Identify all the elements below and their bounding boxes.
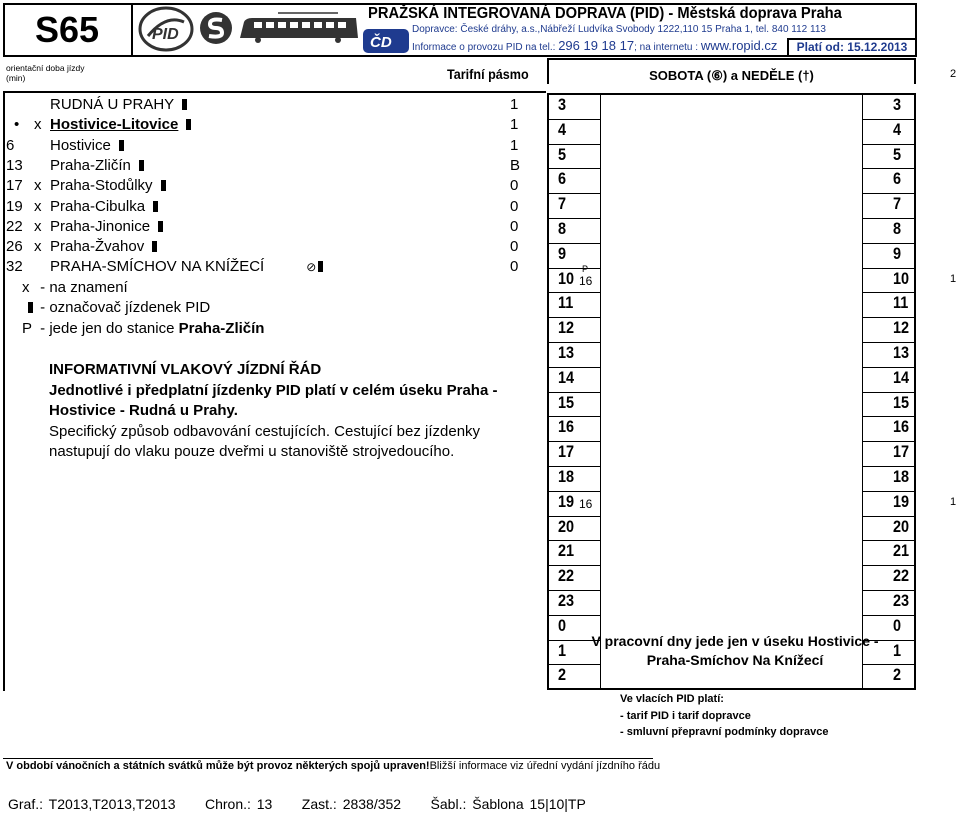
hour-separator-right — [862, 416, 914, 417]
hour-separator-right — [862, 565, 914, 566]
hour-label-right: 19 — [893, 491, 910, 511]
hour-label-right: 22 — [893, 566, 910, 586]
station-bullet: • — [14, 116, 20, 134]
station-name-text: Praha-Zličín — [50, 156, 131, 174]
line-number: S65 — [34, 9, 100, 50]
hour-separator — [549, 441, 601, 442]
station-request-flag: x — [34, 116, 42, 134]
station-tariff-zone: 0 — [510, 258, 519, 276]
hour-label-left: 6 — [558, 169, 567, 189]
hour-separator-right — [862, 466, 914, 467]
hour-separator — [549, 590, 601, 591]
hour-label-right: 13 — [893, 343, 910, 362]
station-travel-time: 13 — [6, 156, 23, 174]
ticket-validator-icon — [153, 201, 158, 212]
hour-label-left: 2 — [558, 665, 567, 685]
hour-label-right: 9 — [893, 243, 902, 263]
hour-label-right: 1 — [893, 640, 902, 660]
holiday-note-bold: V období vánočních a státních svátků může být provoz některých spojů upraven! — [6, 760, 430, 772]
hour-label-left: 20 — [558, 516, 575, 536]
station-name-text: RUDNÁ U PRAHY — [50, 96, 175, 113]
hour-label-left: 16 — [558, 417, 575, 437]
station-name — [50, 197, 158, 217]
hour-separator — [549, 615, 601, 616]
hour-label-left: 10 — [558, 268, 575, 288]
hour-separator — [549, 342, 601, 343]
hour-label-right: 2 — [893, 665, 902, 685]
station-request-flag: x — [34, 238, 42, 256]
station-name-text: Praha-Cibulka — [50, 197, 146, 215]
legend-row — [22, 319, 264, 339]
station-request-flag: x — [34, 197, 42, 215]
station-name — [50, 115, 191, 135]
hour-label-left: 1 — [558, 640, 567, 660]
hour-label-right: 7 — [893, 194, 902, 214]
station-travel-time: 32 — [6, 258, 23, 276]
hour-label-left: 3 — [558, 95, 567, 114]
hour-label-right: 16 — [893, 417, 910, 437]
station-tariff-zone: 0 — [510, 238, 519, 256]
departure-minute: 16 — [579, 496, 593, 511]
station-travel-time: 19 — [6, 197, 23, 215]
station-tariff-zone: B — [510, 156, 521, 174]
hour-separator — [549, 119, 601, 120]
footer-chron: Chron.: 13 — [204, 796, 273, 812]
legend-row — [22, 298, 210, 318]
hour-label-right: 17 — [893, 442, 910, 462]
validity-note-conditions: - smluvní přepravní podmínky dopravce — [620, 726, 829, 738]
station-name — [50, 176, 166, 196]
hour-label-right: 3 — [893, 95, 902, 114]
pid-logo-icon — [138, 6, 194, 52]
info-mid: ; na internetu : — [634, 42, 699, 53]
weekday-note: V pracovní dny jede jen v úseku Hostivice - Praha-Smíchov Na Knížecí — [591, 633, 879, 668]
hour-label-left: 8 — [558, 219, 567, 238]
cd-logo-text: ČD — [370, 34, 392, 51]
tariff-zone-header: Tarifní pásmo — [447, 66, 529, 82]
legend-symbol: P — [22, 320, 33, 337]
hour-separator — [549, 144, 601, 145]
line-number-box — [3, 3, 133, 57]
hour-label-right: 12 — [893, 318, 910, 338]
legend-text: jede jen do stanice — [49, 320, 179, 337]
hour-separator-right — [862, 516, 914, 517]
hour-separator-right — [862, 540, 914, 541]
ticket-validator-icon — [158, 221, 163, 232]
station-row — [6, 156, 536, 176]
restaurant-icon: ⊘ — [306, 260, 317, 275]
station-name — [50, 156, 144, 176]
travel-time-label: orientační doba jízdy (min) — [6, 63, 85, 83]
header-operator: Dopravce: České dráhy, a.s.,Nábřeží Ludvíka Svobody 1222,110 15 Praha 1, tel. 840 112 113 — [412, 24, 826, 35]
valid-from: Platí od: 15.12.2013 — [787, 38, 915, 55]
legend-symbol: x — [22, 279, 30, 296]
ticket-validator-icon — [139, 160, 144, 171]
hour-separator-right — [862, 119, 914, 120]
info-phone: 296 19 18 17 — [558, 38, 635, 53]
hour-separator-right — [862, 168, 914, 169]
station-name-text: Hostivice — [50, 136, 111, 154]
hour-separator — [549, 392, 601, 393]
station-name — [50, 257, 323, 277]
hour-separator-right — [862, 342, 914, 343]
train-icon — [238, 10, 362, 44]
timetable-grid — [547, 93, 916, 690]
station-name-text: Praha-Stodůlky — [50, 177, 153, 195]
station-request-flag: x — [34, 177, 42, 195]
station-tariff-zone: 0 — [510, 217, 519, 235]
validity-note-tariff: - tarif PID i tarif dopravce — [620, 709, 751, 722]
hour-separator — [549, 565, 601, 566]
hour-label-left: 19 — [558, 491, 575, 511]
footer-zast: Zast.: 2838/352 — [301, 796, 402, 812]
hour-label-right: 8 — [893, 219, 902, 238]
hour-separator-right — [862, 441, 914, 442]
station-tariff-zone: 0 — [510, 177, 519, 195]
station-row — [6, 197, 536, 217]
hour-label-left: 18 — [558, 467, 575, 486]
footer — [8, 796, 586, 812]
hour-separator — [549, 193, 601, 194]
pid-logo-text: PID — [152, 26, 179, 43]
hour-separator-right — [862, 615, 914, 616]
hour-label-right: 18 — [893, 467, 910, 486]
hour-label-right: 0 — [893, 615, 902, 635]
station-tariff-zone: 1 — [510, 96, 519, 113]
hour-label-left: 13 — [558, 343, 575, 362]
hour-separator — [549, 218, 601, 219]
info-title: INFORMATIVNÍ VLAKOVÝ JÍZDNÍ ŘÁD — [49, 361, 322, 378]
station-request-flag: x — [34, 217, 42, 235]
station-row — [6, 115, 536, 135]
legend-text: označovač jízdenek PID — [49, 299, 211, 316]
ticket-validator-icon — [119, 140, 124, 151]
s-train-logo-icon — [198, 10, 234, 46]
hour-label-right: 10 — [893, 268, 910, 288]
hour-label-right: 14 — [893, 367, 910, 387]
hour-label-left: 7 — [558, 194, 567, 214]
hour-label-left: 14 — [558, 367, 575, 387]
hour-separator — [549, 268, 601, 269]
hour-separator — [549, 491, 601, 492]
station-row — [6, 95, 536, 115]
legend-bold-text: Praha-Zličín — [178, 320, 265, 337]
hour-label-left: 23 — [558, 591, 575, 610]
hour-label-left: 12 — [558, 318, 575, 338]
hour-separator — [549, 540, 601, 541]
departure-note: P — [582, 263, 589, 274]
hour-label-right: 4 — [893, 119, 902, 139]
station-row — [6, 217, 536, 237]
holiday-separator — [3, 758, 653, 759]
station-tariff-zone: 0 — [510, 197, 519, 215]
hour-separator-right — [862, 218, 914, 219]
station-name — [50, 217, 163, 237]
hour-label-right: 23 — [893, 591, 910, 610]
page-number: 2 — [950, 68, 957, 80]
departure-minute: 16 — [579, 273, 593, 288]
hour-separator — [549, 292, 601, 293]
hour-label-right: 20 — [893, 516, 910, 536]
hour-label-left: 15 — [558, 392, 575, 412]
info-boarding-text: Specifický způsob odbavování cestujících. Cestující bez jízdenky nastupují do vlaku pouze dveřmi u stanoviště strojvedoucího. — [49, 422, 481, 460]
ticket-validator-icon — [161, 180, 166, 191]
footer-sabl: Šabl.: Šablona 15|10|TP — [430, 796, 586, 812]
station-row — [6, 136, 536, 156]
hour-separator-right — [862, 243, 914, 244]
hour-separator-right — [862, 317, 914, 318]
station-name — [50, 237, 157, 257]
hour-separator — [549, 516, 601, 517]
validity-notes — [620, 691, 828, 741]
station-travel-time: 6 — [6, 136, 15, 154]
hour-separator — [549, 466, 601, 467]
hour-separator-right — [862, 590, 914, 591]
info-prefix: Informace o provozu PID na tel.: — [412, 42, 556, 53]
ticket-validator-icon — [28, 302, 33, 313]
hour-separator — [549, 243, 601, 244]
info-block — [49, 360, 519, 463]
station-tariff-zone: 1 — [510, 136, 519, 154]
info-ticket-validity: Jednotlivé i předplatní jízdenky PID platí v celém úseku Praha - Hostivice - Rudná u Prahy. — [49, 381, 498, 419]
station-name-text: PRAHA-SMÍCHOV NA KNÍŽECÍ — [50, 258, 265, 276]
station-travel-time: 26 — [6, 238, 23, 256]
hour-separator-right — [862, 367, 914, 368]
hour-label-left: 17 — [558, 442, 575, 462]
service-days-header: SOBOTA (⑥) a NEDĚLE (†) — [547, 58, 916, 84]
hour-label-left: 21 — [558, 541, 575, 561]
station-name-text: Hostivice-Litovice — [50, 116, 179, 134]
legend-dash: - — [36, 299, 50, 316]
hour-separator-right — [862, 392, 914, 393]
legend-dash: - — [36, 279, 50, 296]
holiday-note — [6, 760, 660, 772]
hour-separator-right — [862, 292, 914, 293]
validity-note-title: Ve vlacích PID platí: — [620, 693, 724, 705]
ticket-validator-icon — [152, 241, 157, 252]
info-web-link[interactable]: www.ropid.cz — [700, 38, 778, 53]
hour-separator — [549, 317, 601, 318]
station-name — [50, 136, 124, 156]
hour-label-left: 4 — [558, 119, 567, 139]
station-name-text: Praha-Jinonice — [50, 217, 151, 235]
header-title: PRAŽSKÁ INTEGROVANÁ DOPRAVA (PID) - Městská doprava Praha — [368, 5, 842, 22]
station-row — [6, 257, 536, 277]
hour-label-left: 11 — [558, 293, 574, 313]
station-name-text: Praha-Žvahov — [50, 238, 145, 256]
station-row — [6, 237, 536, 257]
hour-label-right: 11 — [893, 293, 909, 313]
hour-separator-right — [862, 268, 914, 269]
hour-separator-right — [862, 491, 914, 492]
footer-graf: Graf.: T2013,T2013,T2013 — [8, 796, 176, 812]
ticket-validator-icon — [318, 261, 323, 272]
station-travel-time: 22 — [6, 217, 23, 235]
legend-dash: - — [36, 320, 50, 337]
hour-label-left: 5 — [558, 144, 567, 164]
hour-separator — [549, 367, 601, 368]
header-info — [412, 38, 777, 53]
holiday-note-text: Bližší informace viz úřední vydání jízdního řádu — [429, 760, 661, 772]
hour-label-right: 21 — [893, 541, 910, 561]
hour-departure-count: 1 — [950, 495, 957, 508]
hour-separator-right — [862, 144, 914, 145]
station-name — [50, 95, 187, 115]
cd-logo-icon — [362, 28, 410, 54]
station-row — [6, 176, 536, 196]
hour-separator — [549, 416, 601, 417]
hour-departure-count: 1 — [950, 272, 957, 285]
legend-symbol — [22, 298, 36, 318]
hour-label-left: 22 — [558, 566, 575, 586]
legend-row — [22, 278, 128, 298]
hour-separator-right — [862, 193, 914, 194]
station-tariff-zone: 1 — [510, 116, 519, 134]
station-travel-time: 17 — [6, 177, 23, 195]
hour-label-left: 0 — [558, 615, 567, 635]
hour-label-right: 5 — [893, 144, 902, 164]
ticket-validator-icon — [182, 99, 187, 110]
ticket-validator-icon — [186, 119, 191, 130]
legend-text: na znamení — [49, 279, 128, 296]
hour-label-left: 9 — [558, 243, 567, 263]
hour-label-right: 6 — [893, 169, 902, 189]
hour-label-right: 15 — [893, 392, 910, 412]
hour-separator — [549, 168, 601, 169]
